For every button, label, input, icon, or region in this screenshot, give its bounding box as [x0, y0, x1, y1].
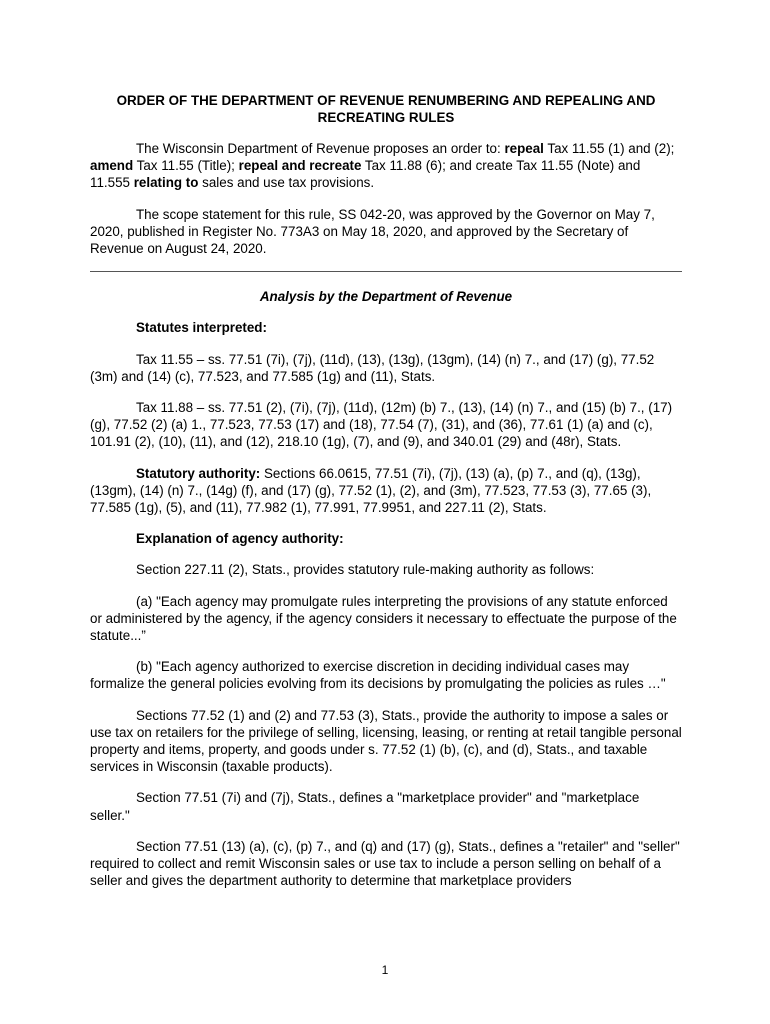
scope-paragraph: The scope statement for this rule, SS 042-20, was approved by the Governor on May 7, 2020, published in Register No. 773A3 on May 18, 2020, and approved by the Secretary of Revenue on August 24, 2020. [90, 206, 655, 257]
intro-paragraph [90, 140, 682, 192]
title-line-2: RECREATING RULES [317, 110, 455, 125]
analysis-heading: Analysis by the Department of Revenue [259, 289, 513, 305]
intro-repeal-recreate: repeal and recreate [238, 158, 362, 174]
horizontal-divider [90, 271, 682, 272]
statutes-heading: Statutes interpreted: [136, 320, 267, 336]
title-line-1: ORDER OF THE DEPARTMENT OF REVENUE RENUMBERING AND REPEALING AND [116, 93, 656, 108]
intro-text: sales and use tax provisions. [198, 175, 375, 191]
explanation-paragraph-6: Section 77.51 (13) (a), (c), (p) 7., and (q) and (17) (g), Stats., defines a "retailer" and "seller" required to collect and remit Wisconsin sales or use tax to include a person selling on behalf of a seller and gives the department authority to determine that marketplace providers [90, 838, 680, 889]
statutes-paragraph-2: Tax 11.88 – ss. 77.51 (2), (7i), (7j), (11d), (12m) (b) 7., (13), (14) (n) 7., and (15) (b) 7., (17) (g), 77.52 (2) (a) 1., 77.523, 77.53 (17) and (18), 77.54 (7), (31), and (36), 77.61 (1) (a) and (c), 101.91 (2), (10), (11), and (12), 218.10 (1g), (7), and (9), and 340.01 (29) and (48r), Stats. [90, 400, 673, 450]
explanation-paragraph-4: Sections 77.52 (1) and (2) and 77.53 (3), Stats., provide the authority to impose a sales or use tax on retailers for the privilege of selling, licensing, leasing, or renting at retail tangible personal property and items, property, and goods under s. 77.52 (1) (b), (c), and (d), Stats., and taxable services in Wisconsin (taxable products). [90, 707, 682, 775]
statutory-authority-label: Statutory authority: [136, 465, 261, 481]
statutory-authority-paragraph [90, 465, 682, 517]
intro-text: Tax 11.55 (1) and (2); [543, 141, 675, 156]
explanation-paragraph-1: Section 227.11 (2), Stats., provides statutory rule-making authority as follows: [136, 562, 595, 578]
explanation-heading: Explanation of agency authority: [136, 531, 344, 547]
explanation-paragraph-5: Section 77.51 (7i) and (7j), Stats., defines a "marketplace provider" and "marketplace seller." [90, 790, 640, 823]
document-title [90, 92, 682, 126]
intro-text: Tax 11.55 (Title); [133, 158, 239, 174]
statutory-authority-text: Sections 66.0615, 77.51 (7i), (7j), (13) (a), (p) 7., and (q), (13g), (13gm), (14) (n) 7., (14g) (f), and (17) (g), 77.52 (1), (2), and (3m), 77.523, 77.53 (3), 77.65 (3), 77.585 (1g), (5), and (11), 77.982 (1), 77.991, 77.9951, and 227.11 (2), Stats. [90, 465, 652, 516]
statutes-paragraph-1: Tax 11.55 – ss. 77.51 (7i), (7j), (11d), (13), (13g), (13gm), (14) (n) 7., and (17) (g), 77.52 (3m) and (14) (c), 77.523, and 77.585 (1g) and (11), Stats. [90, 351, 655, 384]
intro-relating-to: relating to [133, 175, 199, 191]
intro-amend: amend [90, 158, 134, 174]
intro-text: Tax 11.88 (6); and create Tax 11.55 (Note) and 11.555 [90, 158, 641, 191]
intro-text: The Wisconsin Department of Revenue proposes an order to: [136, 141, 505, 156]
document-body [90, 92, 682, 904]
explanation-paragraph-3: (b) "Each agency authorized to exercise discretion in deciding individual cases may formalize the general policies evolving from its decisions by promulgating the policies as rules …" [90, 659, 666, 692]
intro-repeal: repeal [504, 141, 544, 156]
page-number: 1 [381, 963, 389, 977]
explanation-paragraph-2: (a) "Each agency may promulgate rules interpreting the provisions of any statute enforced or administered by the agency, if the agency considers it necessary to effectuate the purpose of the statute...” [90, 593, 677, 644]
